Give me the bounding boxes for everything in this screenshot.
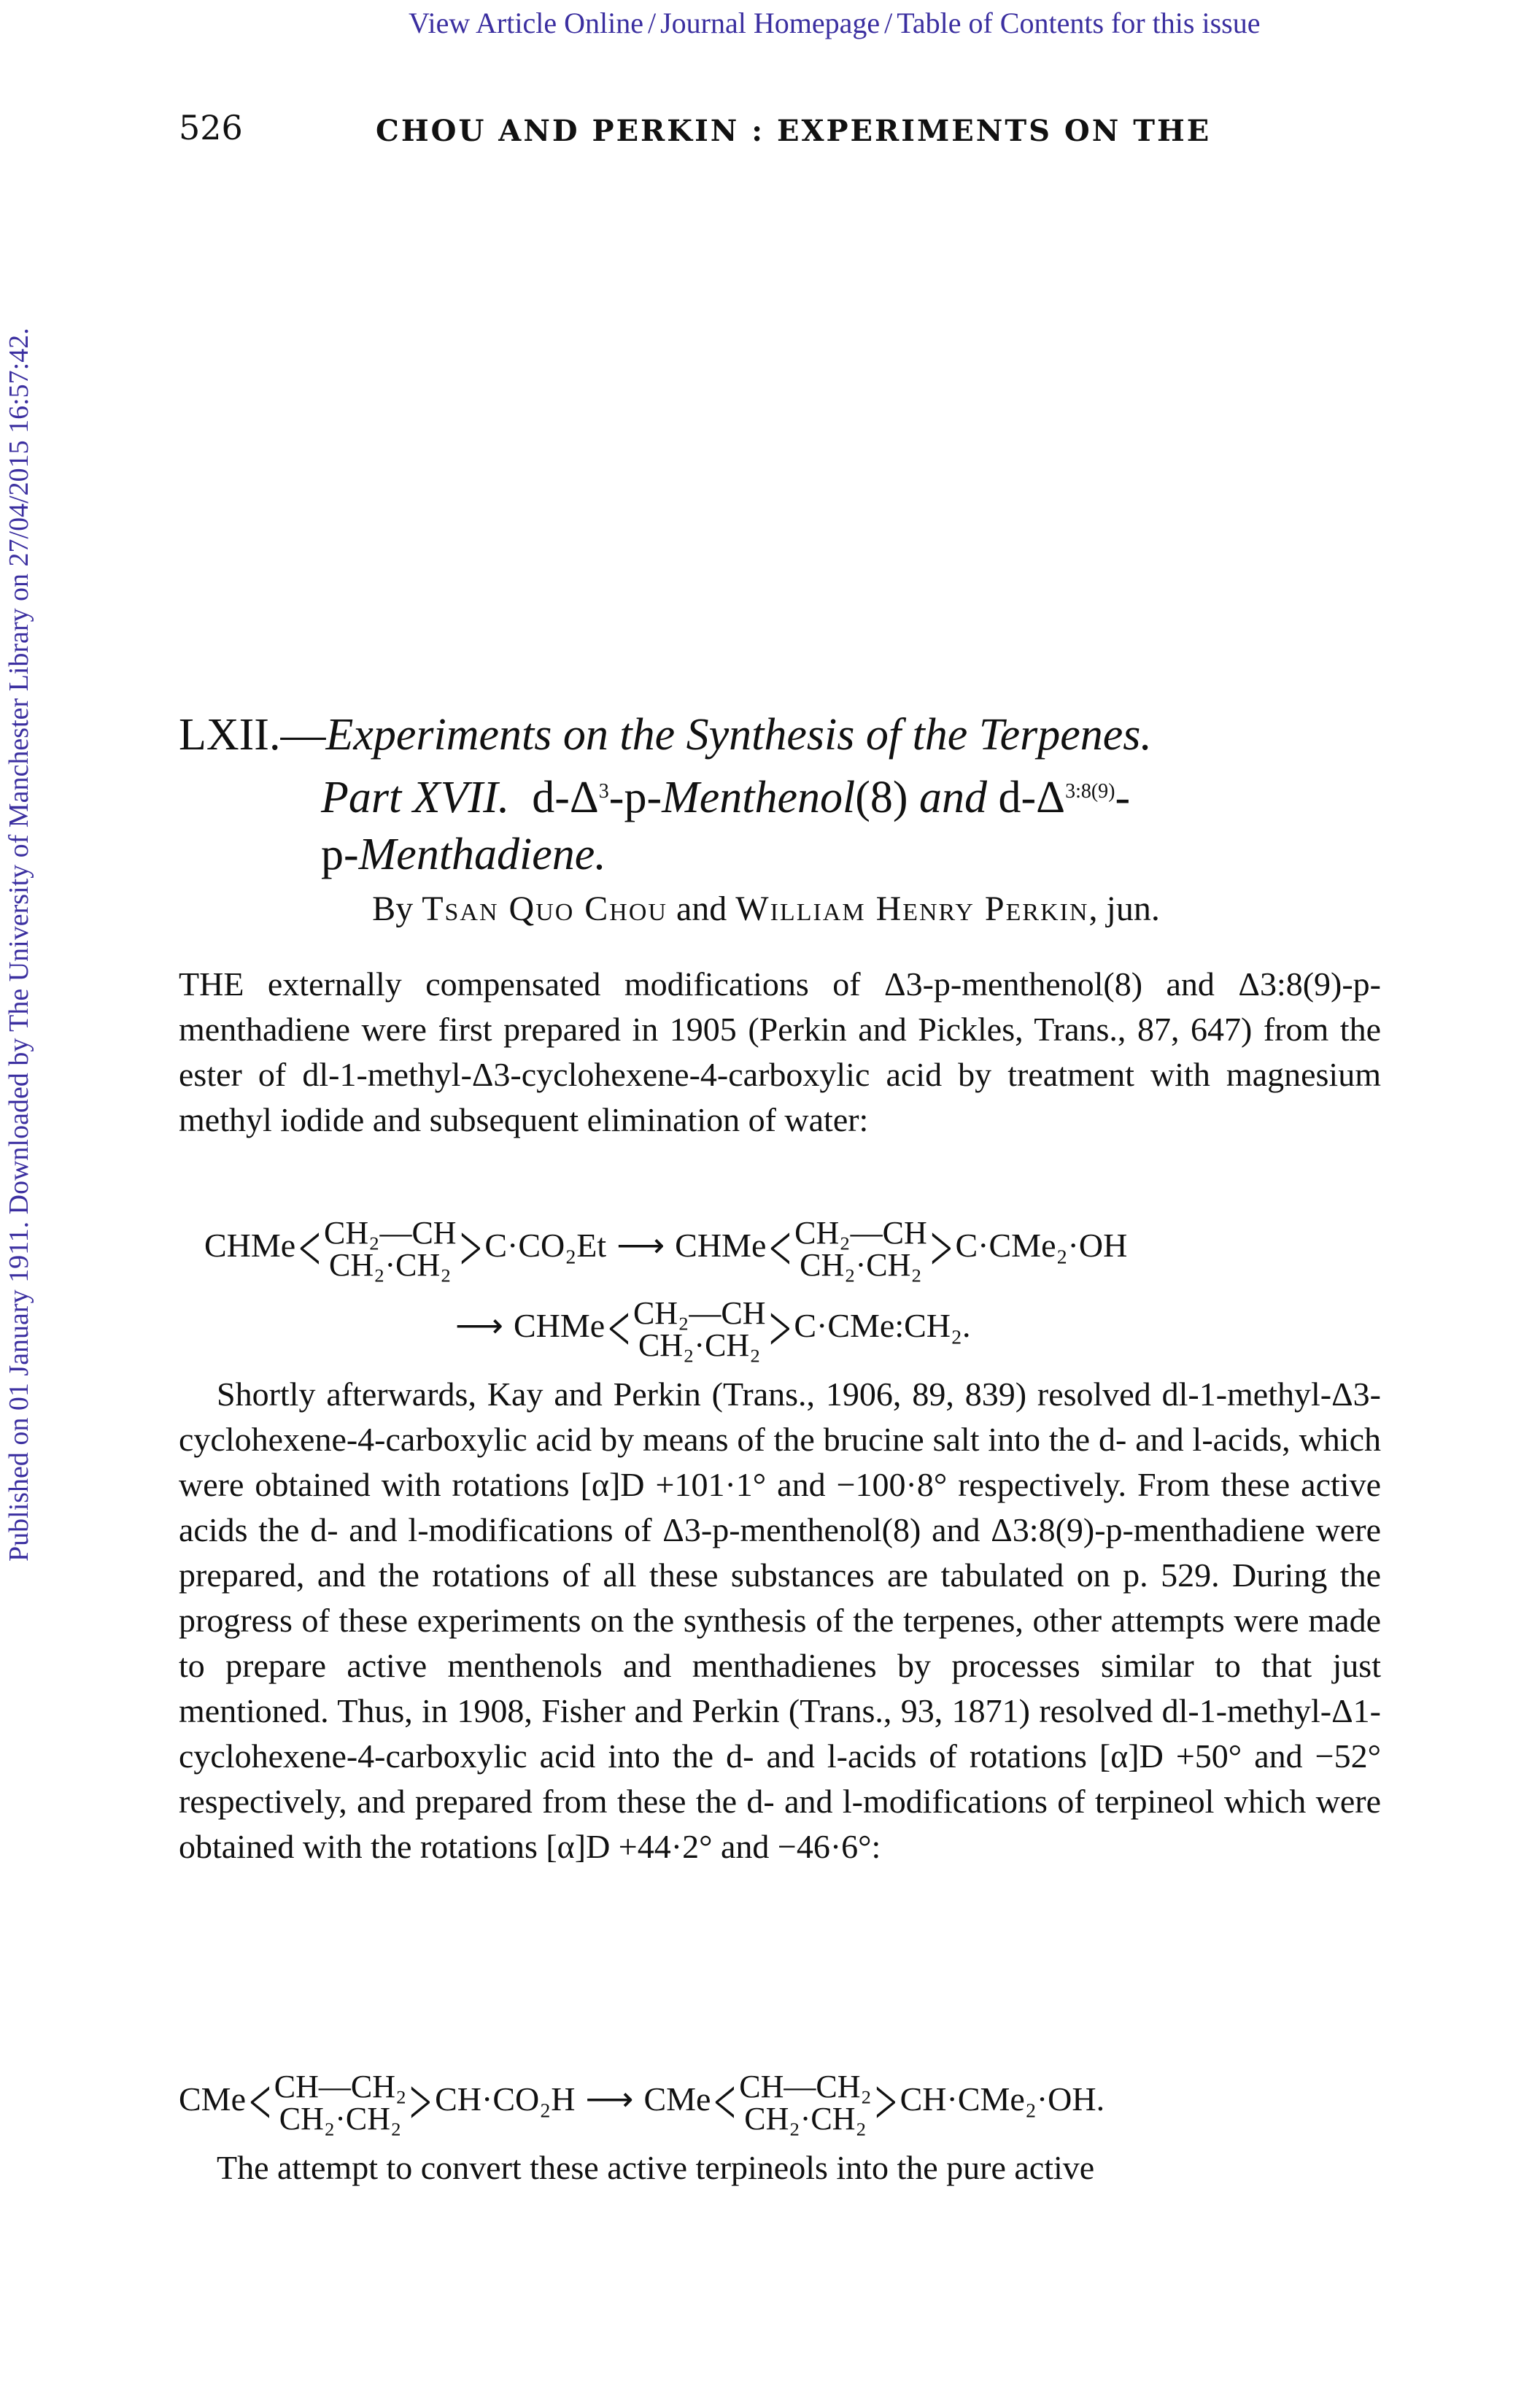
- f3-left-prefix: CMe: [179, 2080, 246, 2118]
- compound1-mid: -p-: [608, 773, 662, 822]
- link-separator: /: [647, 7, 657, 39]
- open-bracket: <: [298, 1213, 321, 1285]
- reaction-arrow: ⟶: [616, 1227, 665, 1265]
- open-bracket: <: [713, 2067, 737, 2139]
- article-title: LXII.—Experiments on the Synthesis of the Terpenes. Part XVII. $d-\Delta^3-p-Menthenol(8)$ and $d-\Delta^{3:8(9)}-$ p-Menthadiene.: [179, 706, 1382, 883]
- reaction-arrow: ⟶: [585, 2080, 634, 2118]
- open-bracket: <: [769, 1213, 792, 1285]
- compound2-dash: -: [1115, 773, 1131, 822]
- table-of-contents-link[interactable]: Table of Contents for this issue: [897, 7, 1261, 39]
- compound2-prefix: d-Δ: [998, 773, 1066, 822]
- close-bracket: >: [874, 2067, 897, 2139]
- f1-left-top: CH₂—CH: [324, 1214, 457, 1251]
- f3-right-stack: [739, 2068, 872, 2137]
- close-bracket: >: [768, 1293, 792, 1365]
- running-head: [179, 108, 1419, 152]
- reaction-equation-2: [445, 1292, 971, 1367]
- compound2-sup: 3:8(9): [1065, 780, 1115, 803]
- title-line-3: [179, 826, 1382, 883]
- f1-left-stack: [324, 1214, 457, 1283]
- author-2: William Henry Perkin: [735, 890, 1089, 928]
- title-and: and: [919, 773, 988, 822]
- compound1-sup: 3: [598, 780, 609, 803]
- reaction-equation-3: [179, 2065, 1104, 2140]
- f1-left-bottom: CH₂·CH₂: [329, 1246, 452, 1283]
- compound1-suffix: (8): [855, 773, 908, 822]
- compound2-p: p-: [321, 830, 359, 879]
- f3-right-suffix: CH·CMe₂·OH.: [900, 2080, 1105, 2118]
- watermark-text: Published on 01 January 1911. Downloaded by The University of Manchester Library on 27/04/2015 16:57:42.: [4, 328, 34, 1562]
- link-separator: /: [884, 7, 893, 39]
- f1-left-prefix: CHMe: [204, 1227, 296, 1265]
- f2-suffix: C·CMe:CH₂.: [794, 1307, 971, 1345]
- paragraph-1: THE externally compensated modifications of Δ3-p-menthenol(8) and Δ3:8(9)-p-menthadiene were first prepared in 1905 (Perkin and Pickles, Trans., 87, 647) from the ester of dl-1-methyl-Δ3-cyclohexene-4-carboxylic acid by treatment with magnesium methyl iodide and subsequent elimination of water:: [179, 965, 1381, 1138]
- running-title: CHOU AND PERKIN : EXPERIMENTS ON THE: [376, 114, 1212, 148]
- title-main: Experiments on the Synthesis of the Terpenes.: [325, 710, 1152, 760]
- byline-by: By: [372, 890, 414, 928]
- f3-right-bottom: CH₂·CH₂: [744, 2100, 867, 2137]
- title-line-2: [179, 763, 1382, 826]
- f3-left-bottom: CH₂·CH₂: [279, 2100, 402, 2137]
- f1-left-suffix: C·CO₂Et: [484, 1227, 607, 1265]
- view-article-online-link[interactable]: View Article Online: [409, 7, 643, 39]
- f1-right-stack: [794, 1214, 927, 1283]
- f3-right-prefix: CMe: [643, 2080, 711, 2118]
- f3-left-suffix: CH·CO₂H: [435, 2080, 576, 2118]
- close-bracket: >: [409, 2067, 432, 2139]
- f1-right-suffix: C·CMe₂·OH: [955, 1227, 1128, 1265]
- f2-stack: [632, 1294, 766, 1363]
- f1-right-top: CH₂—CH: [794, 1214, 927, 1251]
- close-bracket: >: [929, 1213, 953, 1285]
- paragraph-3: The attempt to convert these active terpineols into the pure active: [217, 2149, 1095, 2186]
- open-bracket: <: [608, 1293, 630, 1365]
- f2-prefix: CHMe: [513, 1307, 606, 1345]
- byline: [0, 889, 1532, 929]
- f3-right-top: CH—CH₂: [739, 2068, 872, 2104]
- f3-left-top: CH—CH₂: [274, 2068, 407, 2104]
- f1-right-prefix: CHMe: [675, 1227, 767, 1265]
- reaction-equation-1: [204, 1211, 1127, 1286]
- author-1: Tsan Quo Chou: [422, 890, 668, 928]
- open-bracket: <: [249, 2067, 271, 2139]
- f2-bottom: CH₂·CH₂: [638, 1327, 761, 1363]
- f2-top: CH₂—CH: [632, 1294, 766, 1331]
- top-navigation-bar: [409, 6, 1401, 40]
- f3-left-stack: [274, 2068, 407, 2137]
- compound1-prefix: d-Δ: [532, 773, 599, 822]
- compound2-name: Menthadiene.: [358, 830, 606, 879]
- journal-homepage-link[interactable]: Journal Homepage: [660, 7, 881, 39]
- compound1-name: Menthenol: [662, 773, 856, 822]
- f1-right-bottom: CH₂·CH₂: [800, 1246, 922, 1283]
- byline-and: and: [676, 890, 727, 928]
- close-bracket: >: [459, 1213, 482, 1285]
- paragraph-2: Shortly afterwards, Kay and Perkin (Trans., 1906, 89, 839) resolved dl-1-methyl-Δ3-cyclohexene-4-carboxylic acid by means of the brucine salt into the d- and l-acids, which were obtained with rotations [α]D +101·1° and −100·8° respectively. From these active acids the d- and l-modifications of Δ3-p-menthenol(8) and Δ3:8(9)-p-menthadiene were prepared, and the rotations of all these substances are tabulated on p. 529. During the progress of these experiments on the synthesis of the terpenes, other attempts were made to prepare active menthenols and menthadienes by processes similar to that just mentioned. Thus, in 1908, Fisher and Perkin (Trans., 93, 1871) resolved dl-1-methyl-Δ1-cyclohexene-4-carboxylic acid into the d- and l-acids of rotations [α]D +50° and −52° respectively, and prepared from these the d- and l-modifications of terpineol which were obtained with the rotations [α]D +44·2° and −46·6°:: [179, 1375, 1381, 1865]
- page-number: 526: [179, 108, 243, 147]
- title-part: Part XVII.: [321, 773, 510, 822]
- download-watermark: [0, 0, 66, 1605]
- byline-suffix: , jun.: [1088, 890, 1160, 928]
- reaction-arrow: ⟶: [455, 1307, 503, 1345]
- article-number: LXII.: [179, 710, 281, 760]
